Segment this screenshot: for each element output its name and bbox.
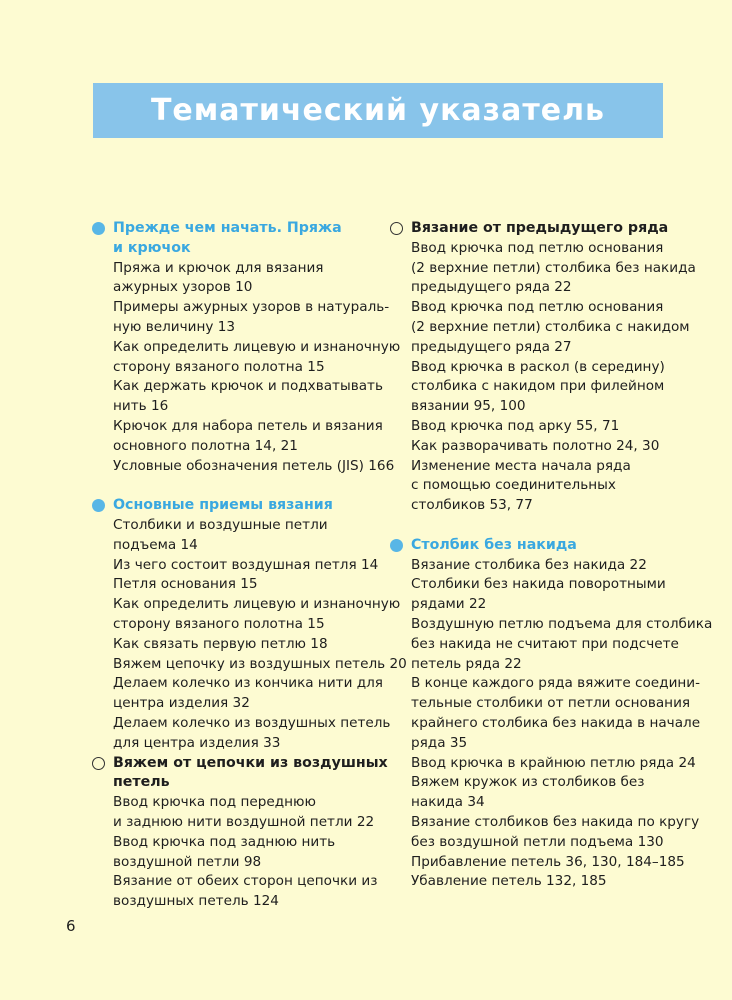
- entry-line: воздушных петель 124: [113, 893, 279, 910]
- index-section: [92, 496, 407, 753]
- index-entry: [113, 635, 382, 655]
- section-heading-text: [113, 219, 342, 259]
- heading-line: петель: [113, 774, 170, 791]
- entry-list: [113, 516, 407, 754]
- entry-line: Ввод крючка под петлю основания: [411, 239, 664, 256]
- index-entry: [411, 575, 690, 615]
- index-entry: [113, 872, 382, 912]
- entry-line: столбика с накидом при филейном: [411, 378, 665, 395]
- entry-list: [113, 793, 382, 912]
- index-entry: [411, 615, 713, 674]
- entry-line: ряда 35: [411, 734, 468, 751]
- index-entry: [411, 853, 690, 873]
- entry-line: Вязание столбика без накида 22: [411, 556, 647, 573]
- entry-line: столбиков 53, 77: [411, 497, 533, 514]
- entry-line: Воздушную петлю подъема для столбика: [411, 615, 713, 632]
- entry-line: и заднюю нити воздушной петли 22: [113, 813, 375, 830]
- entry-line: без накида не считают при подсчете: [411, 635, 679, 652]
- entry-line: Вяжем цепочку из воздушных петель 20: [113, 655, 407, 672]
- entry-line: вязании 95, 100: [411, 398, 526, 415]
- section-heading-text: [113, 496, 333, 516]
- entry-line: Пряжа и крючок для вязания: [113, 259, 324, 276]
- index-entry: [113, 595, 401, 635]
- entry-line: Делаем колечко из воздушных петель: [113, 714, 391, 731]
- entry-line: Убавление петель 132, 185: [411, 873, 607, 890]
- heading-line: и крючок: [113, 239, 191, 256]
- index-entry: [113, 377, 382, 417]
- index-entry: [411, 674, 701, 753]
- index-column-left: [92, 219, 407, 932]
- entry-line: нить 16: [113, 398, 169, 415]
- index-entry: [411, 754, 696, 774]
- entry-list: [113, 259, 401, 477]
- entry-line: Петля основания 15: [113, 576, 258, 593]
- entry-line: центра изделия 32: [113, 695, 250, 712]
- index-entry: [113, 714, 391, 754]
- entry-line: рядами 22: [411, 596, 487, 613]
- page-number: 6: [66, 917, 76, 935]
- index-section: [390, 536, 713, 892]
- index-entry: [113, 793, 382, 833]
- section-heading-text: [113, 754, 388, 794]
- index-entry: [411, 298, 690, 357]
- index-entry: [411, 239, 696, 298]
- filled-circle-bullet-icon: [92, 222, 105, 235]
- entry-line: Ввод крючка в крайнюю петлю ряда 24: [411, 754, 696, 771]
- index-entry: [411, 437, 690, 457]
- index-column-right: [390, 219, 713, 912]
- title-banner: [93, 83, 663, 138]
- index-entry: [113, 575, 382, 595]
- page-title: Тематический указатель: [150, 93, 606, 128]
- entry-line: сторону вязаного полотна 15: [113, 615, 325, 632]
- index-entry: [113, 655, 407, 675]
- entry-line: Крючок для набора петель и вязания: [113, 417, 383, 434]
- section-heading: [92, 219, 382, 259]
- entry-line: тельные столбики от петли основания: [411, 695, 691, 712]
- index-entry: [113, 298, 390, 338]
- entry-line: ажурных узоров 10: [113, 279, 253, 296]
- index-entry: [113, 516, 382, 556]
- entry-list: [411, 556, 713, 893]
- index-entry: [411, 457, 690, 516]
- entry-line: петель ряда 22: [411, 655, 522, 672]
- entry-line: сторону вязаного полотна 15: [113, 358, 325, 375]
- entry-line: предыдущего ряда 22: [411, 279, 572, 296]
- entry-line: Как определить лицевую и изнаночную: [113, 338, 401, 355]
- index-entry: [411, 417, 690, 437]
- entry-line: Ввод крючка под заднюю нить: [113, 833, 336, 850]
- filled-circle-bullet-icon: [390, 539, 403, 552]
- entry-line: для центра изделия 33: [113, 734, 281, 751]
- entry-line: без воздушной петли подъема 130: [411, 833, 664, 850]
- entry-line: Делаем колечко из кончика нити для: [113, 675, 383, 692]
- entry-line: Из чего состоит воздушная петля 14: [113, 556, 379, 573]
- heading-line: Вязание от предыдущего ряда: [411, 220, 669, 236]
- section-heading: [92, 496, 382, 516]
- index-entry: [411, 773, 690, 813]
- index-entry: [411, 813, 700, 853]
- entry-line: Столбики без накида поворотными: [411, 576, 666, 593]
- index-section: [92, 754, 388, 912]
- entry-line: Столбики и воздушные петли: [113, 516, 328, 533]
- entry-line: Ввод крючка в раскол (в середину): [411, 358, 665, 375]
- index-entry: [113, 457, 395, 477]
- entry-line: Условные обозначения петель (JIS) 166: [113, 457, 395, 474]
- entry-list: [411, 239, 696, 516]
- entry-line: Как держать крючок и подхватывать: [113, 378, 383, 395]
- index-entry: [411, 556, 690, 576]
- entry-line: (2 верхние петли) столбика с накидом: [411, 318, 690, 335]
- entry-line: Как разворачивать полотно 24, 30: [411, 437, 660, 454]
- entry-line: накида 34: [411, 794, 485, 811]
- entry-line: Изменение места начала ряда: [411, 457, 631, 474]
- filled-circle-bullet-icon: [92, 499, 105, 512]
- entry-line: ную величину 13: [113, 318, 236, 335]
- outline-circle-bullet-icon: [390, 222, 403, 235]
- section-heading: [92, 754, 388, 794]
- entry-line: Примеры ажурных узоров в натураль-: [113, 299, 390, 316]
- entry-line: Как определить лицевую и изнаночную: [113, 596, 401, 613]
- entry-line: Как связать первую петлю 18: [113, 635, 328, 652]
- section-heading: [390, 536, 690, 556]
- section-heading-text: [411, 219, 668, 239]
- index-entry: [113, 338, 401, 378]
- index-entry: [113, 259, 382, 299]
- entry-line: с помощью соединительных: [411, 477, 616, 494]
- entry-line: Ввод крючка под переднюю: [113, 794, 316, 811]
- heading-line: Столбик без накида: [411, 536, 577, 553]
- entry-line: Ввод крючка под петлю основания: [411, 299, 664, 316]
- entry-line: основного полотна 14, 21: [113, 437, 298, 454]
- entry-line: воздушной петли 98: [113, 853, 262, 870]
- index-entry: [113, 417, 382, 457]
- index-entry: [113, 556, 382, 576]
- outline-circle-bullet-icon: [92, 757, 105, 770]
- entry-line: Вязание от обеих сторон цепочки из: [113, 873, 378, 890]
- index-entry: [113, 674, 382, 714]
- entry-line: предыдущего ряда 27: [411, 338, 572, 355]
- heading-line: Прежде чем начать. Пряжа: [113, 220, 342, 236]
- heading-line: Вяжем от цепочки из воздушных: [113, 754, 388, 771]
- index-entry: [411, 358, 690, 417]
- section-heading-text: [411, 536, 577, 556]
- entry-line: крайнего столбика без накида в начале: [411, 714, 701, 731]
- entry-line: подъема 14: [113, 536, 198, 553]
- entry-line: Вяжем кружок из столбиков без: [411, 774, 645, 791]
- entry-line: (2 верхние петли) столбика без накида: [411, 259, 696, 276]
- index-entry: [113, 833, 382, 873]
- entry-line: Прибавление петель 36, 130, 184–185: [411, 853, 685, 870]
- index-section: [92, 219, 401, 476]
- index-section: [390, 219, 696, 516]
- entry-line: В конце каждого ряда вяжите соедини-: [411, 675, 701, 692]
- entry-line: Ввод крючка под арку 55, 71: [411, 417, 620, 434]
- section-heading: [390, 219, 690, 239]
- heading-line: Основные приемы вязания: [113, 497, 333, 514]
- entry-line: Вязание столбиков без накида по кругу: [411, 813, 700, 830]
- index-entry: [411, 872, 690, 892]
